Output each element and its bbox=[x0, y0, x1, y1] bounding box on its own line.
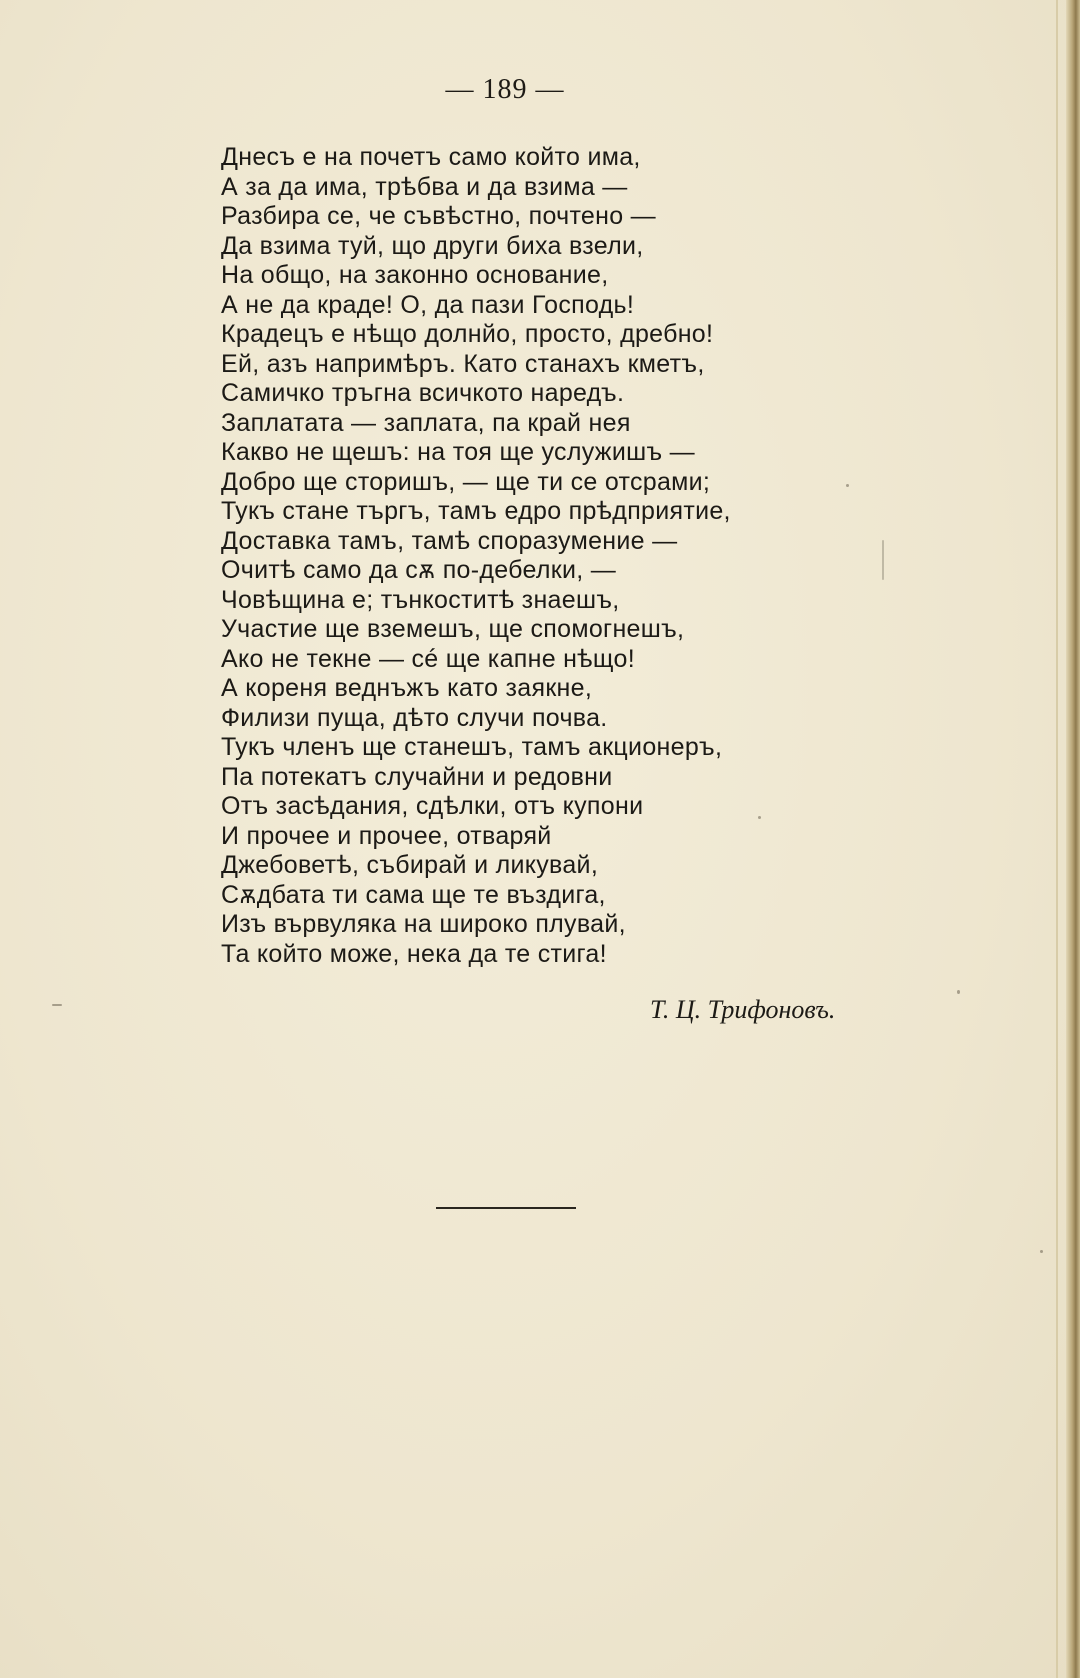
poem-line: А не да краде! О, да пази Господь! bbox=[221, 290, 635, 319]
paper-speck bbox=[1040, 1250, 1043, 1253]
author-signature: Т. Ц. Трифоновъ. bbox=[650, 995, 836, 1024]
poem-line: Ако не текне — сé ще капне нѣщо! bbox=[221, 644, 635, 673]
poem-line: Сѫдбата ти сама ще те въздига, bbox=[221, 880, 606, 909]
poem-line: Участие ще вземешъ, ще спомогнешъ, bbox=[221, 615, 685, 643]
poem-line: А за да има, трѣбва и да взима — bbox=[221, 172, 628, 201]
poem-line: Заплатата — заплата, па край нея bbox=[221, 408, 631, 437]
poem-line: Очитѣ само да сѫ по-дебелки, — bbox=[221, 556, 617, 584]
page-number: — 189 — bbox=[445, 74, 565, 105]
poem-line: Днесъ е на почетъ само който има, bbox=[221, 143, 641, 171]
poem-line: Човѣщина е; тънкоститѣ знаешъ, bbox=[221, 585, 620, 614]
poem-line: Тукъ членъ ще станешъ, тамъ акционеръ, bbox=[221, 733, 723, 761]
paper-speck bbox=[882, 540, 884, 580]
paper-speck bbox=[758, 816, 761, 819]
page-edge-line bbox=[1056, 0, 1058, 1678]
poem-line: Крадецъ е нѣщо долнйо, просто, дребно! bbox=[221, 320, 714, 348]
section-divider-rule bbox=[436, 1207, 576, 1209]
poem-line: А кореня веднъжъ като заякне, bbox=[221, 674, 593, 702]
poem-line: Разбира се, че съвѣстно, почтено — bbox=[221, 202, 656, 230]
poem-line: Та който може, нека да те стига! bbox=[221, 939, 607, 968]
poem-line: Самичко тръгна всичкото наредъ. bbox=[221, 379, 625, 407]
poem-line: И прочее и прочее, отваряй bbox=[221, 821, 552, 850]
page-spine-edge bbox=[1066, 0, 1080, 1678]
poem-line: Па потекатъ случайни и редовни bbox=[221, 762, 613, 791]
poem-line: Тукъ стане търгъ, тамъ едро прѣдприятие, bbox=[221, 497, 731, 525]
poem-line: Отъ засѣдания, сдѣлки, отъ купони bbox=[221, 792, 644, 820]
poem-line: Доставка тамъ, тамѣ споразумение — bbox=[221, 526, 678, 555]
paper-speck bbox=[846, 484, 849, 487]
poem-text bbox=[221, 143, 861, 969]
poem-line: Филизи пуща, дѣто случи почва. bbox=[221, 703, 608, 732]
poem-line: Ей, азъ напримѣръ. Като станахъ кметъ, bbox=[221, 349, 705, 378]
poem-line: Джебоветѣ, събирай и ликувай, bbox=[221, 851, 599, 879]
poem-line: На общо, на законно основание, bbox=[221, 261, 609, 289]
poem-line: Добро ще сторишъ, — ще ти се отсрами; bbox=[221, 467, 711, 496]
poem-line: Изъ вървуляка на широко плувай, bbox=[221, 910, 626, 938]
poem-line: Какво не щешъ: на тоя ще услужишъ — bbox=[221, 438, 695, 466]
paper-speck bbox=[957, 990, 960, 994]
paper-speck bbox=[52, 1004, 62, 1006]
poem-line: Да взима туй, що други биха взели, bbox=[221, 231, 644, 260]
